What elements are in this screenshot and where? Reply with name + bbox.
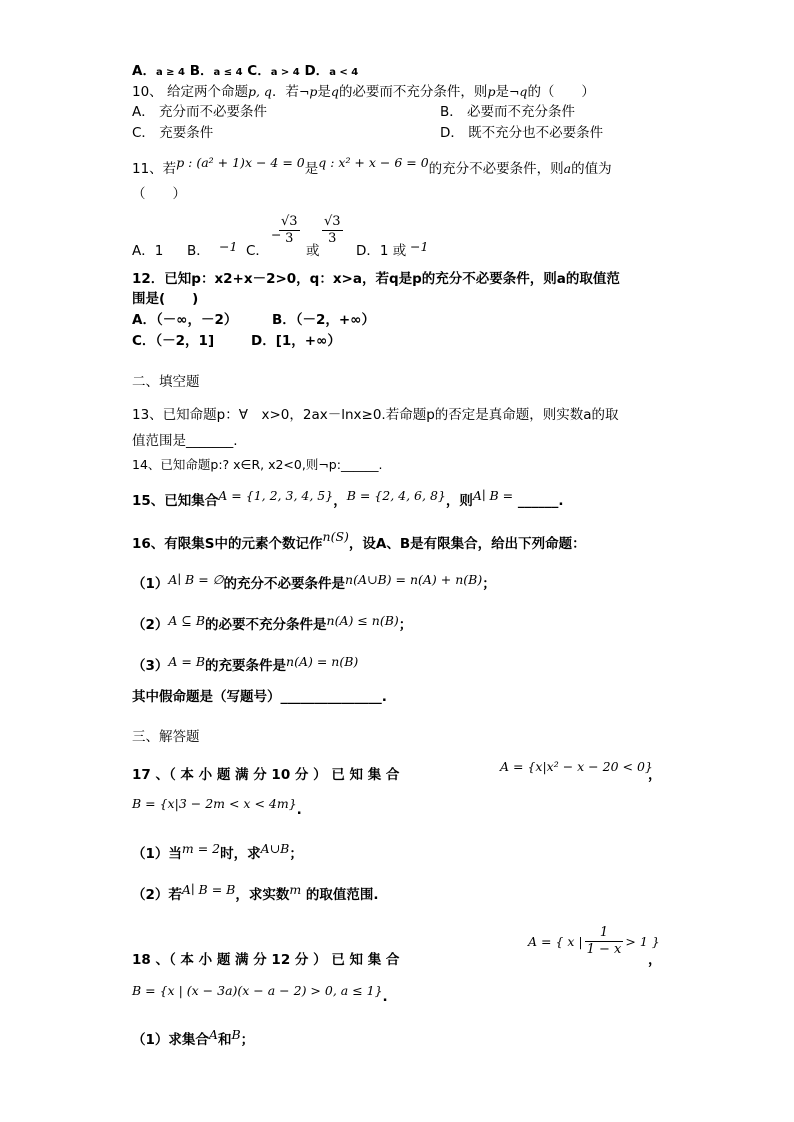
q16-item2-condition: A ⊆ B [168,613,206,628]
q18-period: . [382,989,388,1005]
q11-frac2-numerator: √3 [324,214,341,229]
q16-prefix: 16、有限集S中的元素个数记作 [132,536,323,552]
q10-prefix: 10、 给定两个命题 [132,84,248,100]
q12-option-c: C．（－2，1] [132,333,215,349]
q16-item2-number: （2） [132,617,169,633]
q13-stem-line1: 13、已知命题p：∀ x>0，2ax－lnx≥0.若命题p的否定是真命题，则实数a的取 [132,407,619,423]
q16-item1-number: （1） [132,576,169,592]
q17-part2 [132,882,379,904]
q10-stem [132,83,595,101]
q18-part1 [132,1027,255,1049]
q16-item3-number: （3） [132,658,169,674]
q11-prefix: 11、若 [132,161,177,177]
q11-option-b: B． [187,243,210,259]
q16-item2-expression: n(A) ≤ n(B) [326,613,399,628]
q15-prefix: 15、已知集合 [132,493,219,509]
q18-part1-b: B [231,1027,241,1042]
q17-part1-expression: A∪B [260,841,290,856]
q17-part2-suffix: 的取值范围. [301,887,379,903]
q18-fraction-denominator: 1 − x [586,942,622,957]
q10-q: q [330,84,339,99]
q17-part1-prefix: （1）当 [132,846,182,862]
q9-option-a-expr: a ≥ 4 [155,67,186,78]
section-heading-fill-in: 二、填空题 [132,374,200,390]
q17-set-a: A = {x|x² − x − 20 < 0} [500,759,653,774]
q17-part1-end: ； [289,846,303,862]
q17-part2-prefix: （2）若 [132,887,182,903]
q17-part1 [132,841,303,863]
q16-item3 [132,654,359,675]
q9-option-b-label: B． [189,63,214,79]
q10-if: ．若 [271,84,299,100]
q15-stem [132,488,564,510]
q15-set-b: B = {2, 4, 6, 8} [346,488,446,503]
q11-negative-sign: − [271,227,282,242]
q11-q-expr: q : x² + x − 6 = 0 [318,155,429,170]
q11-stem [132,155,612,178]
q15-expression: A∣ B = [472,488,514,503]
q17-part2-middle: ，求实数 [235,887,290,903]
q10-notp: ¬p [298,84,318,99]
q10-option-c: C． 充要条件 [132,125,214,141]
q16-item1-middle: 的充分不必要条件是 [223,576,346,592]
q17-part1-m: m = 2 [181,841,221,856]
q11-suffix2: 的值为 [571,161,612,177]
q15-set-a: A = {1, 2, 3, 4, 5} [218,488,334,503]
q10-suffix: 的（ ） [527,84,595,100]
q10-option-b: B． 必要而不充分条件 [440,104,576,120]
q16-item3-condition: A = B [168,654,206,669]
q15-comma: ， [333,493,347,509]
q18-set-b: B = {x | (x − 3a)(x − a − 2) > 0, a ≤ 1} [132,983,383,998]
q16-item2-end: ； [398,617,413,633]
q17-set-b: B = {x|3 − 2m < x < 4m} [132,796,297,811]
q10-p: p [487,84,496,99]
q16-item2 [132,613,413,634]
q15-then: ，则 [445,493,473,509]
q17-part1-middle: 时，求 [220,846,261,862]
q18-stem [132,925,662,969]
q16-item1 [132,572,496,593]
q17-part2-m: m [289,882,302,897]
q17-part2-expression: A∣ B = B [181,882,236,897]
q18-comma: ， [648,952,662,968]
q11-frac1-numerator: √3 [281,214,298,229]
q9-option-d-expr: a < 4 [329,67,359,78]
q11-paren: （ ） [132,186,186,202]
q11-option-a: A．1 [132,243,164,259]
q12-stem-line1: 12．已知p：x2+x－2>0，q：x>a，若q是p的充分不必要条件，则a的取值范 [132,271,620,287]
q11-frac2-denominator: 3 [328,231,337,246]
q9-option-d-label: D． [304,63,330,79]
q9-option-c-expr: a > 4 [270,67,300,78]
q17-stem [132,759,662,784]
q16-suffix: ，设A、B是有限集合，给出下列命题： [348,536,586,552]
q11-is: 是 [304,161,319,177]
q16-item1-end: ； [482,576,496,592]
q9-option-c-label: C． [247,63,271,79]
q17-set-b-line [132,795,302,818]
q11-or: 或 [306,243,320,259]
q9-option-a-label: A． [132,63,156,79]
q14-stem: 14、已知命题p:? x∈R, x2<0,则¬p:______. [132,457,383,472]
q16-item2-middle: 的必要不充分条件是 [205,617,327,633]
q11-option-c: C． [246,243,269,259]
q11-option-d: D．1 或 [356,243,407,259]
q12-option-d: D．[1，+∞） [251,333,341,349]
q18-set-a-left: A = { x | [528,933,583,949]
q16-item3-expression: n(A) = n(B) [286,654,359,669]
q18-set-a-fraction [585,925,624,958]
q17-period: . [296,802,302,818]
q13-stem-line2: 值范围是_______. [132,433,238,449]
q16-stem [132,529,586,553]
q18-part1-end: ； [240,1032,255,1048]
q10-middle: 的必要而不充分条件，则 [338,84,488,100]
q11-fraction-neg [279,214,300,247]
q18-part1-a: A [208,1027,218,1042]
q15-blank: ______. [517,493,564,509]
q10-is2: 是 [495,84,509,100]
q18-fraction-numerator: 1 [585,925,624,942]
q12-stem-line2: 围是( ) [132,291,199,307]
q10-pq: p, q [247,84,272,99]
q16-item1-condition: A∣ B = ∅ [168,572,224,587]
q11-fraction-pos [322,214,343,247]
q9-option-b-expr: a ≤ 4 [213,67,243,78]
q11-suffix: 的充分不必要条件，则 [428,161,564,177]
q18-set-b-line [132,982,388,1005]
q18-part1-and: 和 [217,1032,232,1048]
q11-a: a [563,161,572,176]
q10-is: 是 [317,84,331,100]
q17-comma: ， [648,767,662,783]
q16-ns: n(S) [322,529,349,544]
q12-option-b: B．（－2，+∞） [272,312,375,328]
q18-prefix: 18 、（ 本 小 题 满 分 12 分 ） 已 知 集 合 [132,952,400,968]
q10-option-a: A． 充分而不必要条件 [132,104,268,120]
q9-options [132,62,358,82]
q10-option-d: D． 既不充分也不必要条件 [440,125,604,141]
section-heading-solutions: 三、解答题 [132,729,200,745]
q11-option-d-value: −1 [410,239,429,254]
q10-notq: ¬q [508,84,528,99]
q18-set-a-right: > 1 } [625,933,660,949]
q12-option-a: A．（－∞，－2） [132,312,238,328]
q16-conclusion: 其中假命题是（写题号）_______________. [132,689,387,705]
q18-part1-prefix: （1）求集合 [132,1032,209,1048]
q18-set-a [528,925,660,958]
q16-item1-expression: n(A∪B) = n(A) + n(B) [345,572,483,587]
q11-frac1-denominator: 3 [285,231,294,246]
q11-option-b-value: −1 [219,239,238,254]
q11-p-expr: p : (a² + 1)x − 4 = 0 [176,155,305,170]
q17-prefix: 17 、（ 本 小 题 满 分 10 分 ） 已 知 集 合 [132,767,400,783]
q16-item3-middle: 的充要条件是 [205,658,287,674]
